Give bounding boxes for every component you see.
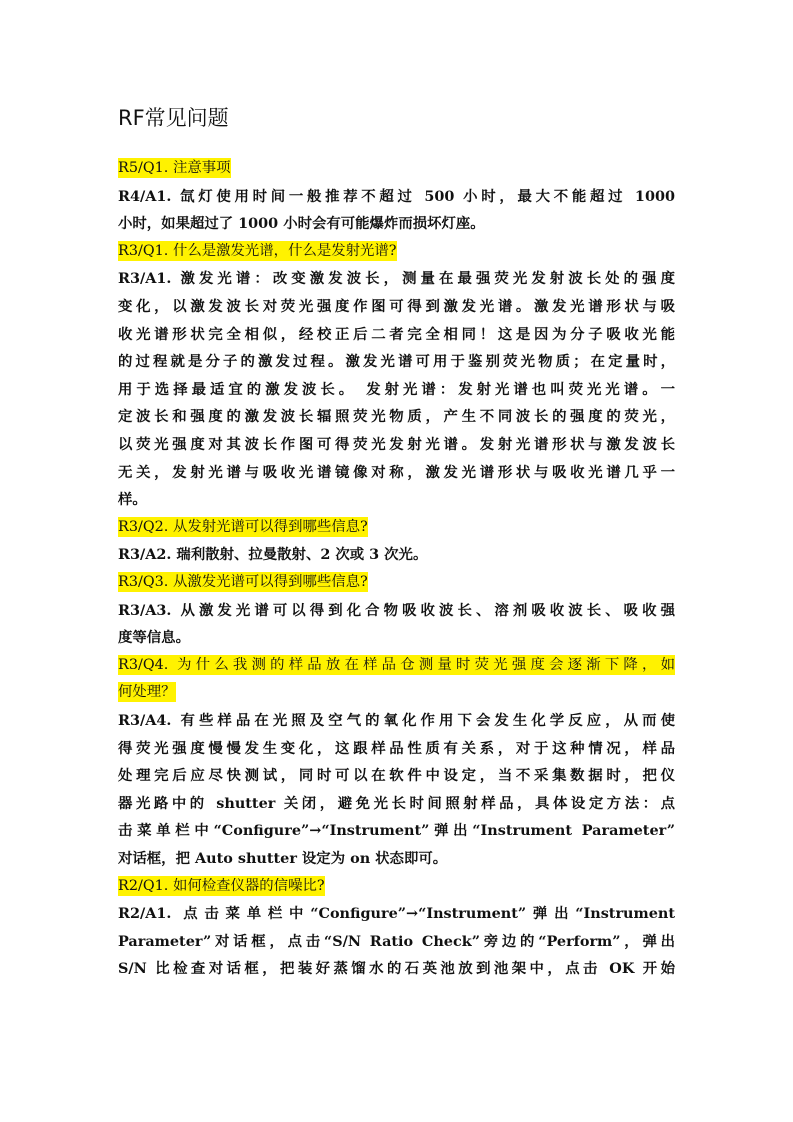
answer-line: 击菜单栏中“Configure”→“Instrument”弹出“Instrument Parameter”	[118, 822, 675, 840]
answer-line: 对话框，把 Auto shutter 设定为 on 状态即可。	[118, 850, 448, 867]
question-line	[118, 652, 675, 680]
answer-line: 用于选择最适宜的激发波长。 发射光谱：发射光谱也叫荧光光谱。一	[118, 380, 675, 398]
highlighted-question-text: R2/Q1. 如何检查仪器的信噪比?	[118, 877, 325, 894]
answer-line: 无关，发射光谱与吸收光谱镜像对称，激发光谱形状与吸收光谱几乎一	[118, 463, 675, 481]
answer-line: R3/A1. 激发光谱：改变激发波长，测量在最强荧光发射波长处的强度	[118, 270, 675, 288]
answer-line: 度等信息。	[118, 629, 190, 647]
answer-line: R3/A2. 瑞利散射、拉曼散射、2 次或 3 次光。	[118, 546, 428, 564]
answer-line: 样。	[118, 491, 147, 509]
answer-line: 处理完后应尽快测试，同时可以在软件中设定，当不采集数据时，把仪	[118, 767, 675, 785]
answer-line: 小时，如果超过了 1000 小时会有可能爆炸而损坏灯座。	[118, 215, 485, 233]
answer-line: 的过程就是分子的激发过程。激发光谱可用于鉴别荧光物质；在定量时，	[118, 353, 675, 371]
highlighted-question-text: R5/Q1. 注意事项	[118, 160, 231, 176]
question-line	[118, 569, 675, 597]
answer-line: R3/A3. 从激发光谱可以得到化合物吸收波长、溶剂吸收波长、吸收强	[118, 601, 675, 619]
answer-line: 以荧光强度对其波长作图可得荧光发射光谱。发射光谱形状与激发波长	[118, 436, 675, 453]
answer-line: R3/A4. 有些样品在光照及空气的氧化作用下会发生化学反应，从而使	[118, 712, 675, 729]
page-title: RF常见问题	[118, 106, 229, 130]
answer-line: R4/A1. 氙灯使用时间一般推荐不超过 500 小时，最大不能超过 1000	[118, 187, 675, 205]
question-line	[118, 155, 675, 183]
answer-line: 器光路中的 shutter 关闭，避免光长时间照射样品，具体设定方法：点	[118, 794, 675, 812]
answer-line: Parameter”对话框，点击“S/N Ratio Check”旁边的“Perform”，弹出	[118, 932, 675, 950]
answer-line: 收光谱形状完全相似，经校正后二者完全相同！这是因为分子吸收光能	[118, 325, 675, 343]
highlighted-question-text: R3/Q1. 什么是激发光谱，什么是发射光谱?	[118, 242, 397, 259]
question-line	[118, 679, 675, 707]
question-line	[118, 873, 675, 901]
answer-line: S/N 比检查对话框，把装好蒸馏水的石英池放到池架中，点击 OK 开始	[118, 960, 675, 978]
answer-line: R2/A1. 点击菜单栏中“Configure”→“Instrument”弹出“Instrument	[118, 905, 675, 923]
answer-line: 变化，以激发波长对荧光强度作图可得到激发光谱。激发光谱形状与吸	[118, 298, 675, 315]
question-line	[118, 238, 675, 266]
highlighted-question-text: R3/Q2. 从发射光谱可以得到哪些信息?	[118, 518, 368, 535]
highlighted-question-text: 何处理？	[118, 684, 176, 701]
answer-line: 定波长和强度的激发波长辐照荧光物质，产生不同波长的强度的荧光，	[118, 408, 675, 426]
highlighted-question-text: R3/Q3. 从激发光谱可以得到哪些信息?	[118, 574, 368, 590]
highlighted-question-text: R3/Q4. 为什么我测的样品放在样品仓测量时荧光强度会逐渐下降，如	[118, 656, 675, 673]
answer-line: 得荧光强度慢慢发生变化，这跟样品性质有关系，对于这种情况，样品	[118, 739, 675, 757]
question-line	[118, 514, 675, 542]
